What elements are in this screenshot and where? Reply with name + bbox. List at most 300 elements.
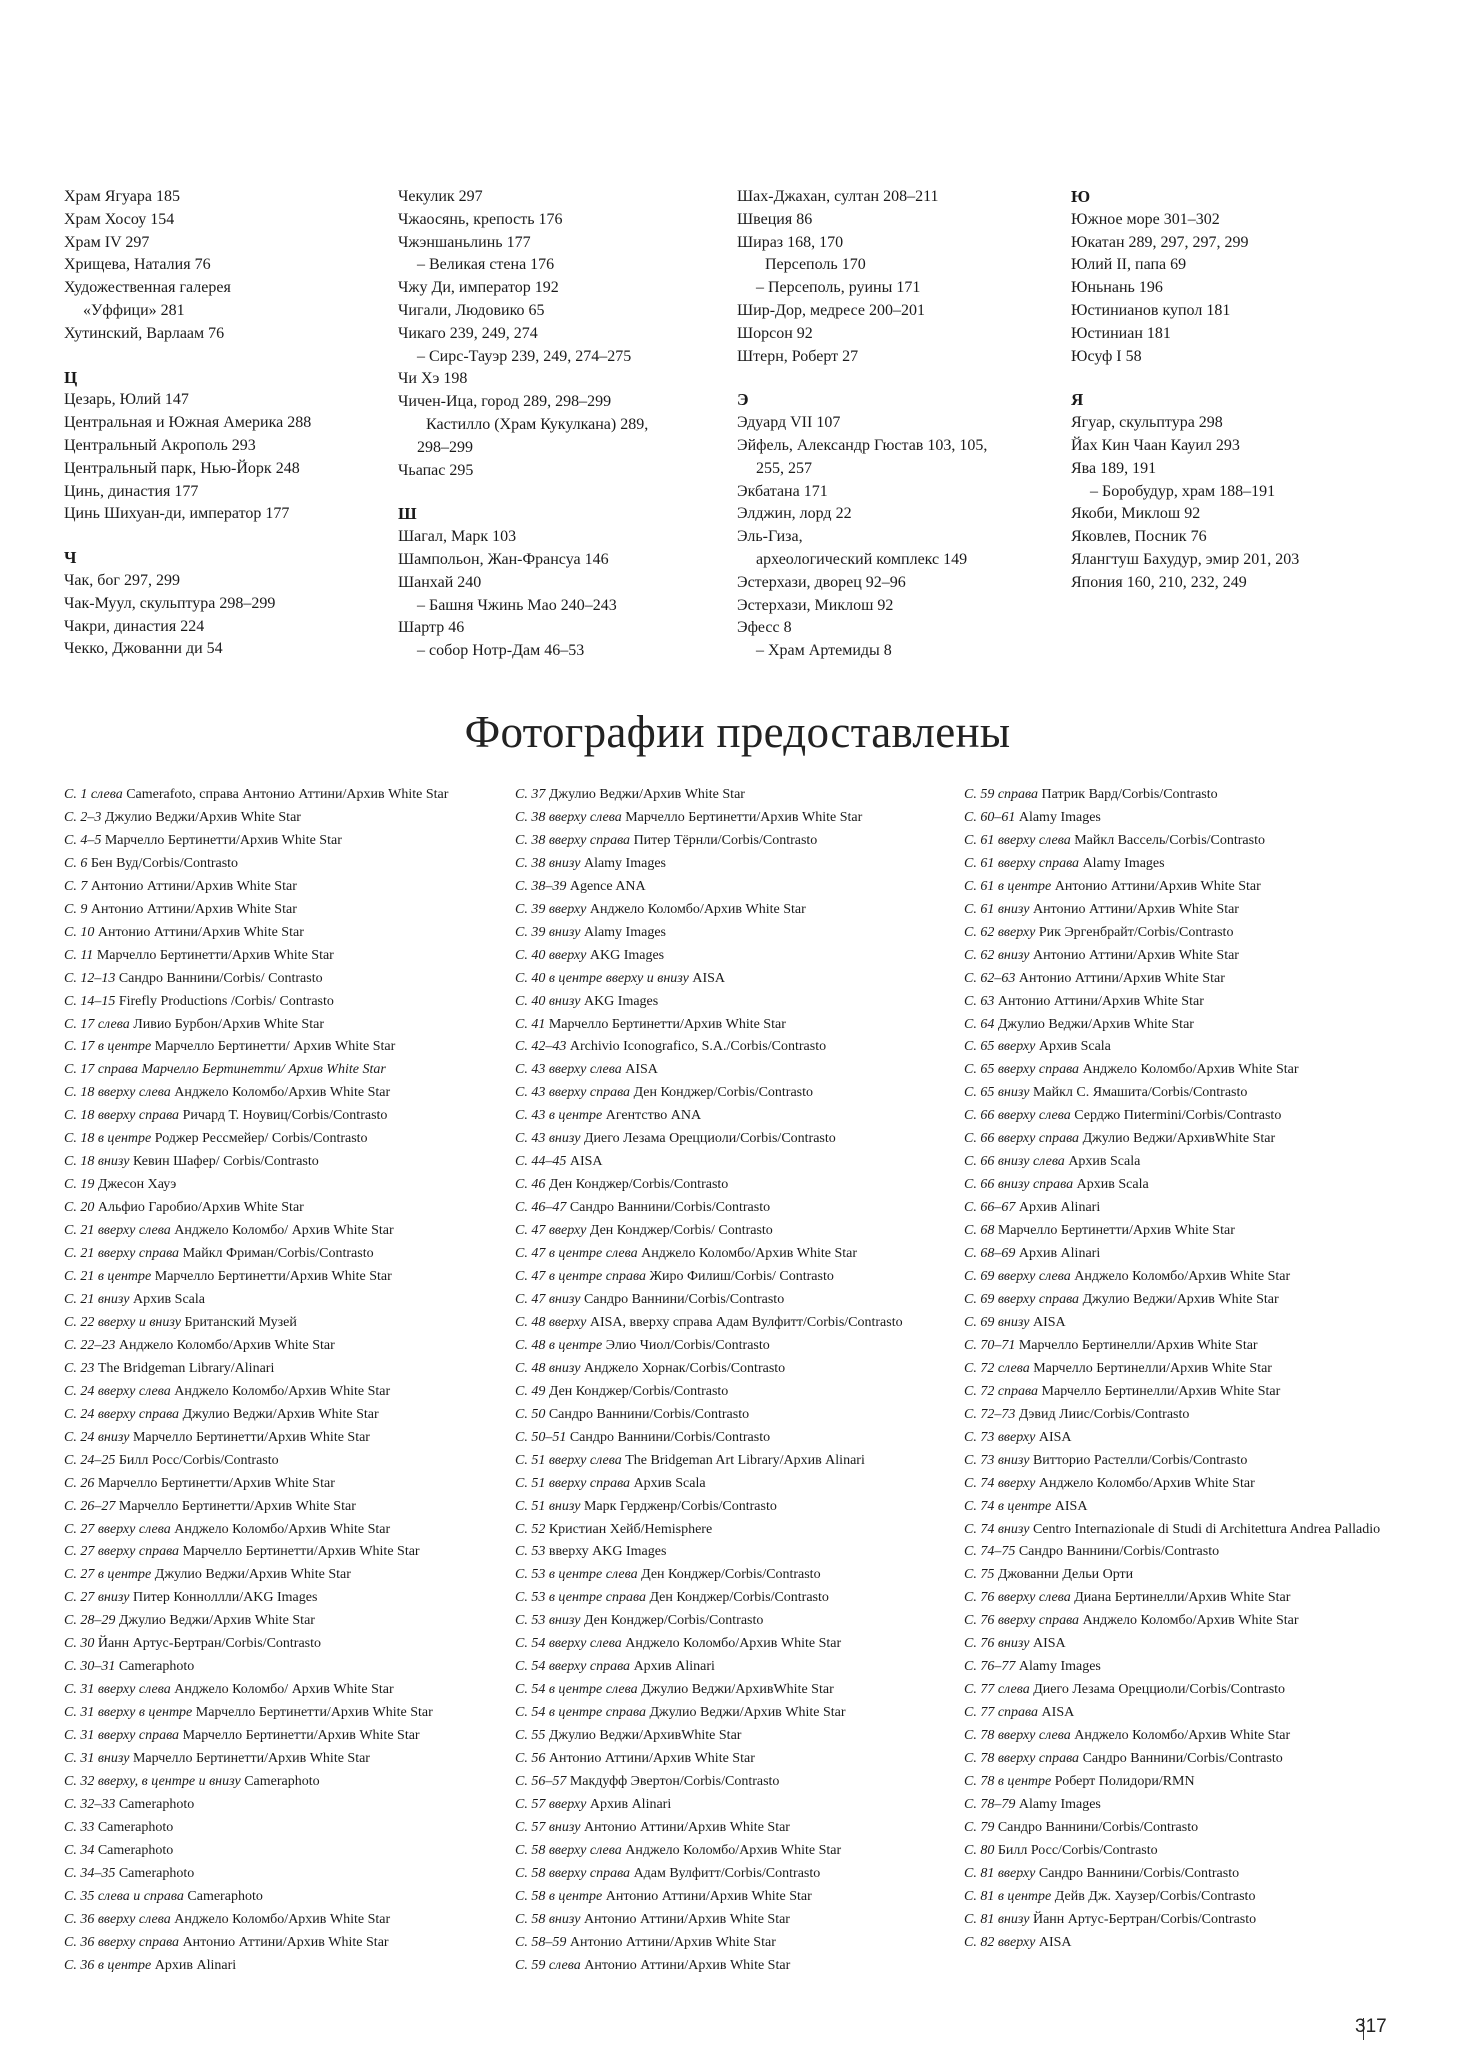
- index-entry: Чжаосянь, крепость 176: [398, 210, 563, 228]
- credit-source: Архив Scala: [1038, 1039, 1111, 1055]
- index-entry: Юньнань 196: [1071, 279, 1163, 297]
- index-entry: Чак-Муул, скульптура 298–299: [64, 594, 276, 612]
- credit-page: С. 64: [964, 1016, 995, 1032]
- credit-position: вверху слева: [97, 1383, 171, 1399]
- index-entry: Шираз 168, 170: [737, 233, 844, 251]
- credit-line: [64, 1128, 515, 1151]
- credit-page: С. 26: [64, 1475, 95, 1491]
- credit-source: Сандро Ваннини/Corbis/Contrasto: [569, 1200, 771, 1216]
- credit-page: С. 38–39: [515, 878, 567, 894]
- index-letter: Я: [1071, 390, 1084, 410]
- index-group: [64, 186, 398, 346]
- credit-source: Йанн Артус-Бертран/Corbis/Contrasto: [97, 1636, 322, 1652]
- index-entry: Ялангтуш Бахудур, эмир 201, 203: [1071, 550, 1300, 568]
- credit-source: Alamy Images: [583, 924, 666, 940]
- credit-source: Марчелло Бертинетти/Архив White Star: [182, 1544, 420, 1560]
- credit-page: С. 57: [515, 1819, 546, 1835]
- credit-source: Сандро Ваннини/Corbis/ Contrasto: [118, 970, 323, 986]
- credit-position: внизу: [97, 1429, 130, 1445]
- credit-source: Анджело Коломбо/Архив White Star: [174, 1521, 391, 1537]
- index-entry: Чжэншаньлинь 177: [398, 233, 531, 251]
- index-entry: Элджин, лорд 22: [737, 505, 852, 523]
- credit-position: внизу слева: [997, 1154, 1065, 1170]
- credit-line: [64, 1679, 515, 1702]
- credit-line: [515, 1266, 964, 1289]
- credit-line: [964, 1128, 1424, 1151]
- credit-position: в центре вверху и внизу: [548, 970, 689, 986]
- credit-line: [64, 1105, 515, 1128]
- credit-line: [515, 1381, 964, 1404]
- credit-page: С. 63: [964, 993, 995, 1009]
- credit-page: С. 39: [515, 924, 546, 940]
- credit-page: С. 74: [964, 1475, 995, 1491]
- credit-line: [64, 1358, 515, 1381]
- credit-line: [515, 991, 964, 1014]
- index-group: [737, 186, 1071, 368]
- index-column: [1071, 186, 1405, 684]
- credit-page: С. 76–77: [964, 1659, 1016, 1675]
- credit-source: Марчелло Бертинелли/Архив White Star: [1041, 1383, 1281, 1399]
- credit-line: [515, 853, 964, 876]
- index-entry: Эстерхази, дворец 92–96: [737, 573, 906, 591]
- credit-line: [515, 1679, 964, 1702]
- credit-source: Антонио Аттини/Архив White Star: [997, 993, 1204, 1009]
- credit-source: Антонио Аттини/Архив White Star: [90, 878, 297, 894]
- index-entry: Йах Кин Чаан Кауил 293: [1071, 436, 1240, 454]
- credit-line: [964, 991, 1424, 1014]
- credit-page: С. 30–31: [64, 1659, 116, 1675]
- credit-page: С. 11: [64, 947, 94, 963]
- credit-source: Питер Конноллли/AKG Images: [132, 1590, 318, 1606]
- credit-line: [964, 1381, 1424, 1404]
- credit-line: [64, 807, 515, 830]
- credit-source: Адам Вулфитт/Corbis/Contrasto: [633, 1865, 821, 1881]
- credit-page: С. 51: [515, 1498, 546, 1514]
- credit-line: [964, 1427, 1424, 1450]
- credit-source: Анджело Коломбо/Архив White Star: [1038, 1475, 1255, 1491]
- credit-position: внизу: [548, 924, 581, 940]
- credit-line: [515, 968, 964, 991]
- index-entry: Эль-Гиза,: [737, 528, 803, 546]
- credit-source: Марчелло Бертинетти/Архив White Star: [548, 1016, 786, 1032]
- credit-source: Ден Конджер/Corbis/Contrasto: [548, 1383, 729, 1399]
- credit-source: Диего Лезама Орецциоли/Corbis/Contrasto: [583, 1131, 836, 1147]
- credit-page: С. 76: [964, 1590, 995, 1606]
- credit-page: С. 6: [64, 855, 88, 871]
- credits-section: [64, 784, 1424, 1978]
- credit-source: Антонио Аттини/Архив White Star: [583, 1911, 790, 1927]
- credit-line: [964, 1220, 1424, 1243]
- credit-line: [964, 1748, 1424, 1771]
- credit-page: С. 24: [64, 1406, 95, 1422]
- credit-position: вверху слева: [548, 1842, 622, 1858]
- credit-position: вверху справа: [997, 1613, 1080, 1629]
- index-entry: Художественная галерея: [64, 279, 231, 297]
- credit-source: Джулио Веджи/АрхивWhite Star: [641, 1682, 834, 1698]
- credit-source: Сандро Ваннини/Corbis/Contrasto: [548, 1406, 750, 1422]
- credit-line: [64, 991, 515, 1014]
- credit-line: [64, 1381, 515, 1404]
- credit-page: С. 53: [515, 1544, 546, 1560]
- credit-line: [515, 830, 964, 853]
- credit-source: Британский Музей: [184, 1314, 297, 1330]
- credit-position: внизу: [548, 855, 581, 871]
- credit-page: С. 14–15: [64, 993, 116, 1009]
- credit-position: вверху слева: [97, 1223, 171, 1239]
- credit-line: [515, 1151, 964, 1174]
- credit-line: [515, 807, 964, 830]
- credit-source: Джулио Веджи/Архив White Star: [548, 787, 745, 802]
- index-entry: – Великая стена 176: [417, 256, 555, 274]
- credit-page: С. 74–75: [964, 1544, 1016, 1560]
- credit-page: С. 58: [515, 1911, 546, 1927]
- credit-position: вверху справа: [548, 832, 631, 848]
- credit-position: внизу: [97, 1590, 130, 1606]
- index-entry: Кастилло (Храм Кукулкана) 289,: [426, 415, 649, 433]
- credit-source: Cameraphoto: [244, 1773, 320, 1789]
- credits-column: [515, 784, 964, 1978]
- credit-position: вверху в центре: [97, 1705, 193, 1721]
- credit-position: слева: [97, 1016, 130, 1032]
- credit-source: Марчелло Бертинетти/Архив White Star: [182, 1728, 420, 1744]
- credit-position: вверху: [997, 1039, 1036, 1055]
- credit-position: слева: [997, 1360, 1030, 1376]
- credit-position: вверху слева: [97, 1085, 171, 1101]
- credit-line: [964, 876, 1424, 899]
- credit-line: [64, 899, 515, 922]
- credit-page: С. 61: [964, 832, 995, 848]
- credit-line: [964, 784, 1424, 807]
- index-entry: Цезарь, Юлий 147: [64, 391, 189, 409]
- credit-line: [64, 1496, 515, 1519]
- credit-page: С. 10: [64, 924, 95, 940]
- credit-page: С. 40: [515, 970, 546, 986]
- credit-line: [964, 1679, 1424, 1702]
- credit-source: Джулио Веджи/АрхивWhite Star: [548, 1728, 742, 1744]
- credit-line: [64, 1059, 515, 1082]
- credit-line: [64, 1014, 515, 1037]
- credit-page: С. 69: [964, 1269, 995, 1285]
- credit-page: С. 53: [515, 1613, 546, 1629]
- credit-position: в центре слева: [548, 1246, 638, 1262]
- credit-position: в центре: [997, 878, 1052, 894]
- credit-line: [64, 922, 515, 945]
- credit-source: Cameraphoto: [118, 1865, 195, 1881]
- credit-position: вверху: [997, 1865, 1036, 1881]
- credit-line: [964, 807, 1424, 830]
- index-entry: Шампольон, Жан-Франсуа 146: [398, 550, 609, 568]
- credit-line: [64, 1725, 515, 1748]
- credit-line: [64, 1886, 515, 1909]
- credit-source: Анджело Коломбо/Архив White Star: [118, 1337, 335, 1353]
- credit-line: [64, 1335, 515, 1358]
- credit-page: С. 66: [964, 1108, 995, 1124]
- credit-line: [515, 1335, 964, 1358]
- credit-source: AISA: [1032, 1314, 1066, 1330]
- credit-source: Анджело Коломбо/Архив White Star: [589, 901, 806, 917]
- credit-line: [964, 1794, 1424, 1817]
- credit-page: С. 17: [64, 1039, 95, 1055]
- credit-page: С. 48: [515, 1314, 546, 1330]
- credit-line: [964, 853, 1424, 876]
- credit-line: [64, 1932, 515, 1955]
- credit-line: [515, 1059, 964, 1082]
- credit-source: Анджело Коломбо/ Архив White Star: [174, 1682, 394, 1698]
- credit-source: Билл Росс/Corbis/Contrasto: [997, 1842, 1158, 1858]
- credit-source: Cameraphoto: [118, 1659, 195, 1675]
- index-letter: Ц: [64, 367, 78, 387]
- credit-page: С. 19: [64, 1177, 95, 1193]
- credit-source: Firefly Productions /Corbis/ Contrasto: [118, 993, 334, 1009]
- credit-page: С. 39: [515, 901, 546, 917]
- credit-page: С. 54: [515, 1705, 546, 1721]
- credit-line: [515, 1817, 964, 1840]
- credit-source: Майкл С. Ямашита/Corbis/Contrasto: [1032, 1085, 1248, 1101]
- credit-line: [515, 1220, 964, 1243]
- credit-position: в центре: [97, 1039, 152, 1055]
- credit-position: вверху, в центре и внизу: [97, 1773, 241, 1789]
- index-group: [64, 367, 398, 527]
- credit-source: Йанн Артус-Бертран/Corbis/Contrasto: [1032, 1911, 1257, 1927]
- credit-page: С. 58: [515, 1842, 546, 1858]
- index-entry: Персеполь 170: [765, 256, 866, 274]
- credit-page: С. 37: [515, 787, 546, 802]
- credit-source: Бен Вуд/Corbis/Contrasto: [90, 855, 239, 871]
- credit-position: вверху: [548, 947, 587, 963]
- credit-page: С. 43: [515, 1085, 546, 1101]
- index-entry: Шартр 46: [398, 619, 465, 637]
- credit-line: [964, 1610, 1424, 1633]
- credit-line: [64, 1817, 515, 1840]
- index-column: [398, 186, 737, 684]
- credit-line: [515, 1427, 964, 1450]
- credit-line: [515, 1702, 964, 1725]
- credit-line: [964, 1863, 1424, 1886]
- credit-line: [964, 1243, 1424, 1266]
- credit-page: С. 36: [64, 1957, 95, 1973]
- index-entry: Храм Ягуара 185: [64, 188, 181, 205]
- index-column: [64, 186, 398, 684]
- credit-line: [515, 1748, 964, 1771]
- credit-line: [64, 1220, 515, 1243]
- credit-page: С. 54: [515, 1659, 546, 1675]
- credit-source: Антонио Аттини/Архив White Star: [182, 1934, 389, 1950]
- credit-line: [515, 1725, 964, 1748]
- credit-page: С. 76: [964, 1613, 995, 1629]
- credit-source: Антонио Аттини/Архив White Star: [90, 901, 297, 917]
- index-letter: Ш: [398, 504, 417, 524]
- credit-position: вверху: [548, 1223, 587, 1239]
- credit-line: [964, 1840, 1424, 1863]
- page-number: 317: [1355, 2016, 1387, 2037]
- credit-page: С. 31: [64, 1705, 95, 1721]
- index-entry: Якоби, Миклош 92: [1071, 505, 1201, 523]
- credit-source: Рик Эргенбрайт/Corbis/Contrasto: [1038, 924, 1234, 940]
- credit-line: [64, 1771, 515, 1794]
- credit-source: Джулио Веджи/Архив White Star: [649, 1705, 846, 1721]
- credit-position: вверху: [997, 924, 1036, 940]
- credit-source: Кевин Шафер/ Corbis/Contrasto: [132, 1154, 319, 1170]
- credit-position: вверху и внизу: [97, 1314, 181, 1330]
- credit-position: внизу: [548, 1911, 581, 1927]
- credit-source: Ричард Т. Ноувиц/Corbis/Contrasto: [182, 1108, 388, 1124]
- credit-page: С. 36: [64, 1934, 95, 1950]
- credit-line: [964, 1564, 1424, 1587]
- credit-page: С. 31: [64, 1682, 95, 1698]
- credit-line: [64, 1450, 515, 1473]
- credit-position: вверху справа: [548, 1475, 631, 1491]
- credit-page: С. 23: [64, 1360, 95, 1376]
- credit-source: Марчелло Бертинетти/Архив White Star: [997, 1223, 1235, 1239]
- credit-source: Сандро Ваннини/Corbis/Contrasto: [997, 1819, 1199, 1835]
- index-letter: Ю: [1071, 187, 1091, 206]
- credit-position: внизу: [997, 947, 1030, 963]
- credit-page: С. 65: [964, 1085, 995, 1101]
- credit-line: [515, 1863, 964, 1886]
- credit-line: [515, 1404, 964, 1427]
- credit-line: [515, 1105, 964, 1128]
- credit-page: С. 56–57: [515, 1773, 567, 1789]
- credit-source: Анджело Коломбо/ Архив White Star: [174, 1223, 394, 1239]
- credit-page: С. 9: [64, 901, 88, 917]
- credit-line: [64, 876, 515, 899]
- credit-line: [964, 1519, 1424, 1542]
- credit-source: Марчелло Бертинелли/Архив White Star: [1033, 1360, 1272, 1376]
- credit-page: С. 59: [964, 787, 995, 802]
- credit-source: Патрик Вард/Corbis/Contrasto: [1041, 787, 1218, 802]
- credit-source: Билл Росс/Corbis/Contrasto: [118, 1452, 279, 1468]
- credit-source: Джулио Веджи/АрхивWhite Star: [1082, 1131, 1276, 1147]
- credit-position: внизу: [997, 1452, 1030, 1468]
- index-entry: Храм IV 297: [64, 233, 150, 251]
- credit-position: вверху слева: [997, 1590, 1071, 1606]
- credit-source: AISA: [1032, 1636, 1066, 1652]
- credit-source: Ден Конджер/Corbis/Contrasto: [583, 1613, 764, 1629]
- credit-source: Марчелло Бертинетти/Архив White Star: [97, 1475, 335, 1491]
- credit-line: [964, 1174, 1424, 1197]
- credit-source: AISA: [1038, 1934, 1072, 1950]
- credit-page: С. 77: [964, 1705, 995, 1721]
- credit-position: справа: [997, 1705, 1039, 1721]
- credit-line: [964, 1633, 1424, 1656]
- credit-line: [64, 1036, 515, 1059]
- credit-line: [515, 1564, 964, 1587]
- index-entry: Чикаго 239, 249, 274: [398, 324, 538, 342]
- index-entry: 298–299: [417, 438, 473, 456]
- credit-page: С. 49: [515, 1383, 546, 1399]
- credit-page: С. 58: [515, 1888, 546, 1904]
- index-entry: Цинь, династия 177: [64, 482, 199, 500]
- credit-page: С. 80: [964, 1842, 995, 1858]
- credit-page: С. 56: [515, 1751, 546, 1767]
- credit-source: Ден Конджер/Corbis/ Contrasto: [589, 1223, 773, 1239]
- index-entry: Чекулик 297: [398, 188, 483, 205]
- credit-source: AISA: [625, 1062, 658, 1078]
- credit-line: [964, 1496, 1424, 1519]
- index-entry: Чигали, Людовико 65: [398, 301, 545, 319]
- credit-position: в центре слева: [548, 1567, 638, 1583]
- credit-source: Марчелло Бертинетти/Архив White Star: [625, 809, 863, 825]
- credit-line: [515, 1519, 964, 1542]
- credit-position: справа: [997, 1383, 1039, 1399]
- credit-source: Архив Alinari: [589, 1796, 672, 1812]
- index-letter: Ч: [64, 548, 77, 568]
- credit-page: С. 82: [964, 1934, 995, 1950]
- credit-line: [964, 945, 1424, 968]
- credit-position: слева: [997, 1682, 1030, 1698]
- credit-line: [515, 1312, 964, 1335]
- credit-page: С. 27: [64, 1544, 95, 1560]
- credit-source: The Bridgeman Library/Alinari: [97, 1360, 275, 1376]
- credit-source: Джулио Веджи/Архив White Star: [118, 1613, 315, 1629]
- credit-page: С. 20: [64, 1200, 95, 1216]
- credit-line: [64, 1197, 515, 1220]
- credit-page: С. 54: [515, 1682, 546, 1698]
- credit-source: Антонио Аттини/Архив White Star: [1054, 878, 1261, 894]
- credit-page: С. 72–73: [964, 1406, 1016, 1422]
- credit-position: в центре справа: [548, 1269, 646, 1285]
- credit-source: Ден Конджер/Corbis/Contrasto: [649, 1590, 829, 1606]
- index-entry: – Башня Чжинь Мао 240–243: [417, 596, 617, 614]
- credit-position: внизу: [997, 1636, 1030, 1652]
- credit-line: [964, 1358, 1424, 1381]
- credit-page: С. 38: [515, 855, 546, 871]
- credit-position: внизу: [997, 901, 1030, 917]
- credit-source: Дейв Дж. Хаузер/Corbis/Contrasto: [1054, 1888, 1256, 1904]
- credit-line: [64, 1404, 515, 1427]
- credit-line: [964, 1886, 1424, 1909]
- credit-page: С. 48: [515, 1360, 546, 1376]
- credit-line: [64, 1541, 515, 1564]
- credit-page: С. 73: [964, 1452, 995, 1468]
- credit-source: Анджело Коломбо/Архив White Star: [1074, 1728, 1291, 1744]
- credit-page: С. 59: [515, 1957, 546, 1973]
- credit-page: С. 52: [515, 1521, 546, 1537]
- credit-line: [515, 1656, 964, 1679]
- credit-line: [515, 1450, 964, 1473]
- credit-page: С. 50: [515, 1406, 546, 1422]
- credit-line: [64, 1909, 515, 1932]
- index-entry: Эдуард VII 107: [737, 414, 841, 432]
- credit-source: Джулио Веджи/Архив White Star: [154, 1567, 351, 1583]
- credit-line: [515, 1082, 964, 1105]
- credit-source: Архив Alinari: [1018, 1246, 1101, 1262]
- credit-source: Сандро Ваннини/Corbis/Contrasto: [1082, 1751, 1283, 1767]
- index-entry: Центральный Акрополь 293: [64, 436, 256, 454]
- credit-line: [515, 1036, 964, 1059]
- credit-source: Марчелло Бертинетти/Архив White Star: [154, 1269, 392, 1285]
- index-entry: Храм Хосоу 154: [64, 210, 175, 228]
- credit-page: С. 66: [964, 1154, 995, 1170]
- credit-source: Марчелло Бертинетти/Архив White Star: [195, 1705, 433, 1721]
- index-entry: археологический комплекс 149: [756, 550, 968, 568]
- index-group: [398, 503, 737, 663]
- credit-line: [515, 1909, 964, 1932]
- credit-position: в центре справа: [548, 1705, 646, 1721]
- credit-page: С. 34: [64, 1842, 95, 1858]
- index-entry: Эстерхази, Миклош 92: [737, 596, 894, 614]
- credit-line: [64, 1863, 515, 1886]
- credit-line: [964, 1151, 1424, 1174]
- credit-page: С. 18: [64, 1131, 95, 1147]
- credit-position: в центре справа: [548, 1590, 646, 1606]
- credit-page: С. 58: [515, 1865, 546, 1881]
- credit-page: С. 22: [64, 1314, 95, 1330]
- credit-page: С. 47: [515, 1269, 546, 1285]
- credit-position: вверху слева: [997, 1728, 1071, 1744]
- credit-line: [64, 945, 515, 968]
- index-entry: Центральный парк, Нью-Йорк 248: [64, 459, 300, 477]
